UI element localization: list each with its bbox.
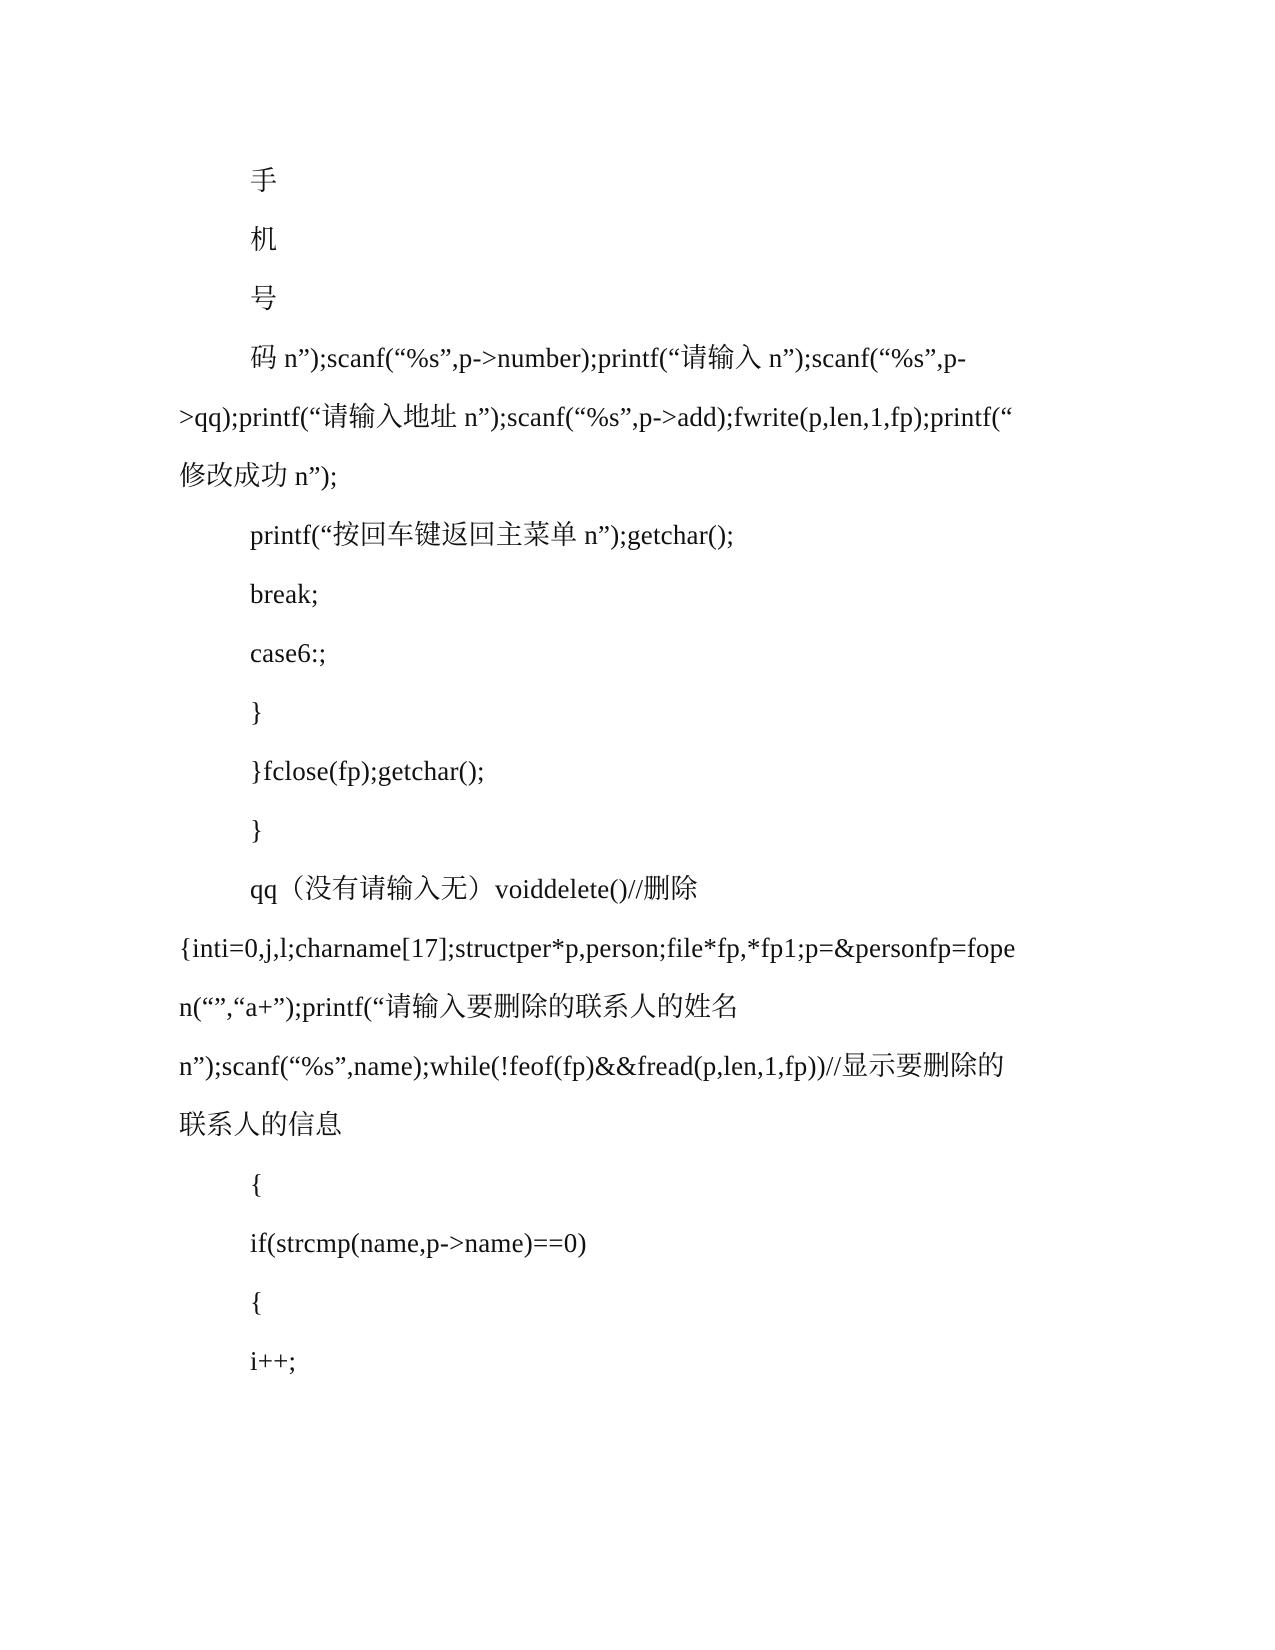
- text-line: {: [250, 1287, 264, 1317]
- text-line: if(strcmp(name,p->name)==0): [250, 1228, 587, 1258]
- text-line: n”);scanf(“%s”,name);while(!feof(fp)&&fread(p,len,1,fp))//显示要删除的: [179, 1051, 1005, 1081]
- text-line: i++;: [250, 1346, 297, 1376]
- text-line: qq（没有请输入无）voiddelete()//删除: [250, 874, 698, 904]
- text-line: >qq);printf(“请输入地址 n”);scanf(“%s”,p->add);fwrite(p,len,1,fp);printf(“: [179, 402, 1013, 432]
- text-line: {inti=0,j,l;charname[17];structper*p,person;file*fp,*fp1;p=&personfp=fope: [179, 933, 1016, 963]
- text-line: 手: [250, 166, 278, 196]
- text-line: }: [250, 697, 264, 727]
- text-line: 联系人的信息: [179, 1110, 343, 1140]
- text-line: 码 n”);scanf(“%s”,p->number);printf(“请输入 n”);scanf(“%s”,p-: [250, 343, 967, 373]
- text-line: {: [250, 1169, 264, 1199]
- text-line: case6:;: [250, 638, 327, 668]
- text-line: }fclose(fp);getchar();: [250, 756, 485, 786]
- text-line: 号: [250, 284, 278, 314]
- text-line: }: [250, 815, 264, 845]
- text-line: break;: [250, 579, 319, 609]
- text-line: 修改成功 n”);: [179, 461, 338, 491]
- text-line: printf(“按回车键返回主菜单 n”);getchar();: [250, 520, 735, 550]
- text-line: n(“”,“a+”);printf(“请输入要删除的联系人的姓名: [179, 992, 739, 1022]
- text-line: 机: [250, 225, 278, 255]
